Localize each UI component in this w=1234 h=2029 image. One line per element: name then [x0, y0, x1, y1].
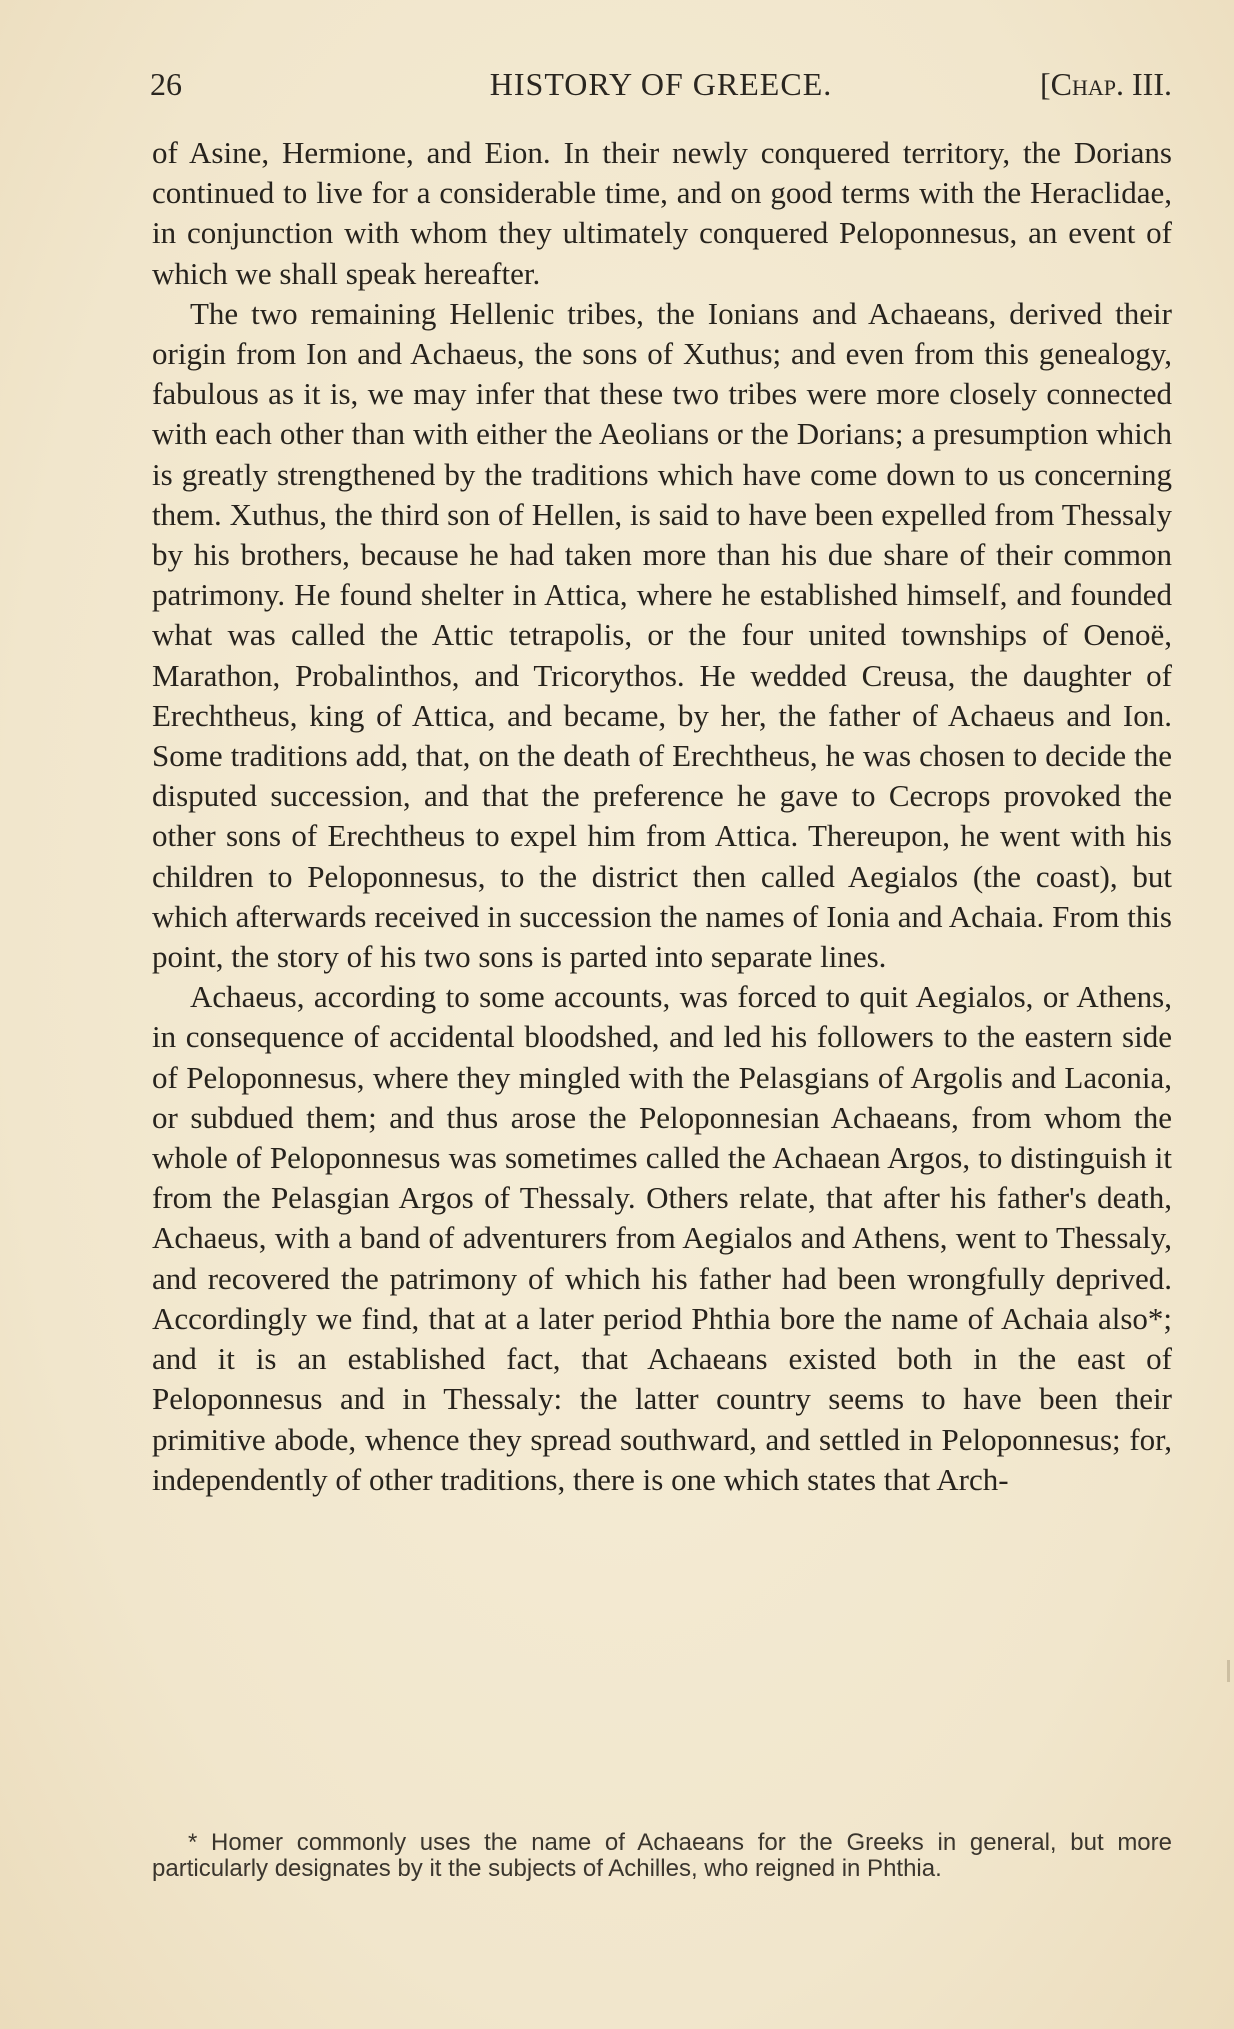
paragraph-ionians-achaeans: The two remaining Hellenic tribes, the Ionians and Achaeans, derived their origin from Ion and Achaeus, the sons of Xuthus; and even from this genealogy, fabulous as it is, we may infer that these two tribes were more closely connected with each other than with either the Aeolians or the Dorians; a presumption which is greatly strengthened by the traditions which have come down to us concerning them. Xuthus, the third son of Hellen, is said to have been expelled from Thessaly by his brothers, because he had taken more than his due share of their common patrimony. He found shelter in Attica, where he established himself, and founded what was called the Attic tetrapolis, or the four united townships of Oenoë, Marathon, Probalinthos, and Tricorythos. He wedded Creusa, the daughter of Erechtheus, king of Attica, and became, by her, the father of Achaeus and Ion. Some traditions add, that, on the death of Erechtheus, he was chosen to decide the disputed succession, and that the preference he gave to Cecrops provoked the other sons of Erechtheus to expel him from Attica. Thereupon, he went with his children to Peloponnesus, to the district then called Aegialos (the coast), but which afterwards received in succession the names of Ionia and Achaia. From this point, the story of his two sons is parted into separate lines.	[152, 295, 1172, 975]
page-number: 26	[150, 66, 182, 102]
paragraph-continued: of Asine, Hermione, and Eion. In their newly conquered territory, the Dorians continued to live for a considerable time, and on good terms with the Heraclidae, in conjunction with whom they ultimately conquered Peloponnesus, an event of which we shall speak hereafter.	[152, 135, 1172, 291]
running-title: HISTORY OF GREECE.	[489, 66, 833, 102]
page-edge-mark	[1227, 1660, 1230, 1682]
running-header	[150, 66, 1172, 108]
body-text	[152, 133, 1172, 1500]
chapter-label: [Chap. III.	[1040, 66, 1172, 102]
footnote: * Homer commonly uses the name of Achaeans for the Greeks in general, but more particularly designates by it the subjects of Achilles, who reigned in Phthia.	[152, 1829, 1172, 1882]
paragraph-achaeus: Achaeus, according to some accounts, was forced to quit Aegialos, or Athens, in consequence of accidental bloodshed, and led his followers to the eastern side of Peloponnesus, where they mingled with the Pelasgians of Argolis and Laconia, or subdued them; and thus arose the Peloponnesian Achaeans, from whom the whole of Peloponnesus was sometimes called the Achaean Argos, to distinguish it from the Pelasgian Argos of Thessaly. Others relate, that after his father's death, Achaeus, with a band of adventurers from Aegialos and Athens, went to Thessaly, and recovered the patrimony of which his father had been wrongfully deprived. Accordingly we find, that at a later period Phthia bore the name of Achaia also*; and it is an established fact, that Achaeans existed both in the east of Peloponnesus and in Thessaly: the latter country seems to have been their primitive abode, whence they spread southward, and settled in Peloponnesus; for, independently of other traditions, there is one which states that Arch-	[152, 979, 1172, 1497]
